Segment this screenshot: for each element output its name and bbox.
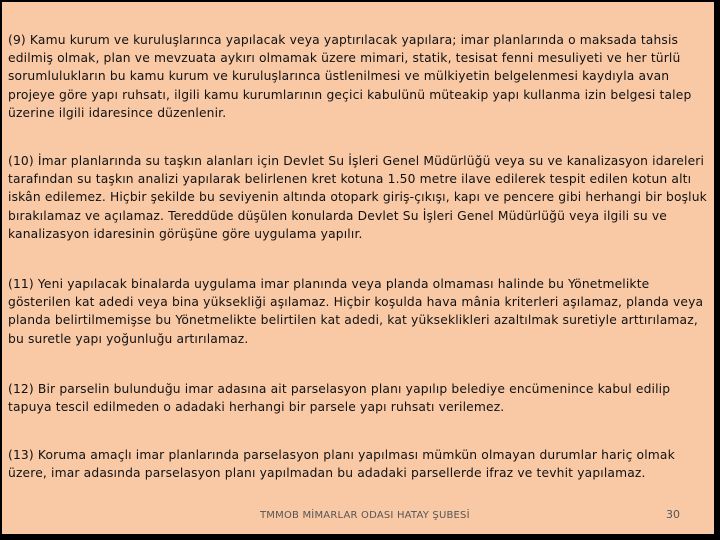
paragraph-13: (13) Koruma amaçlı imar planlarında parselasyon planı yapılması mümkün olmayan durumlar hariç olmak üzere, imar adasında parselasyon planı yapılmadan bu adadaki parsellerde ifraz ve tevhit yapılamaz. xyxy=(8,448,675,481)
paragraph-10: (10) İmar planlarında su taşkın alanları için Devlet Su İşleri Genel Müdürlüğü veya su ve kanalizasyon idareleri tarafından su taşkın analizi yapılarak belirlenen kret kotuna 1.50 metre ilave edilerek tespit edilen kotun altı iskân edilemez. Hiçbir şekilde bu seviyenin altında otopark giriş-çıkışı, kapı ve pencere gibi herhangi bir boşluk bırakılamaz ve açılamaz. Tereddüde düşülen konularda Devlet Su İşleri Genel Müdürlüğü veya ilgili su ve kanalizasyon idaresinin görüşüne göre uygulama yapılır. xyxy=(8,154,707,241)
footer-organization: TMMOB MİMARLAR ODASI HATAY ŞUBESİ xyxy=(260,510,470,521)
paragraph-12: (12) Bir parselin bulunduğu imar adasına ait parselasyon planı yapılıp belediye encümenince kabul edilip tapuya tescil edilmeden o adadaki herhangi bir parsele yapı ruhsatı verilemez. xyxy=(8,382,671,415)
paragraph-11: (11) Yeni yapılacak binalarda uygulama imar planında veya planda olmaması halinde bu Yönetmelikte gösterilen kat adedi veya bina yüksekliği aşılamaz. Hiçbir koşulda hava mânia kriterleri aşılamaz, planda veya planda belirtilmemişse bu Yönetmelikte belirtilen kat adedi, kat yükseklikleri azaltılmak suretiyle arttırılamaz, bu suretle yapı yoğunluğu artırılamaz. xyxy=(8,277,704,346)
paragraph-9: (9) Kamu kurum ve kuruluşlarınca yapılacak veya yaptırılacak yapılara; imar planlarında o maksadа tahsis edilmiş olmak, plan ve mevzuata aykırı olmamak üzere mimari, statik, tesisat fenni mesuliyeti ve her türlü sorumlulukların bu kamu kurum ve kuruluşlarınca üstlenilmesi ve mülkiyetin belgelenmesi kaydıyla avan projeye göre yapı ruhsatı, ilgili kamu kurumlarının geçici kabulünü müteakip yapı kullanma izin belgesi talep üzerine ilgili idaresince düzenlenir. xyxy=(8,33,692,120)
page-number: 30 xyxy=(666,508,680,521)
